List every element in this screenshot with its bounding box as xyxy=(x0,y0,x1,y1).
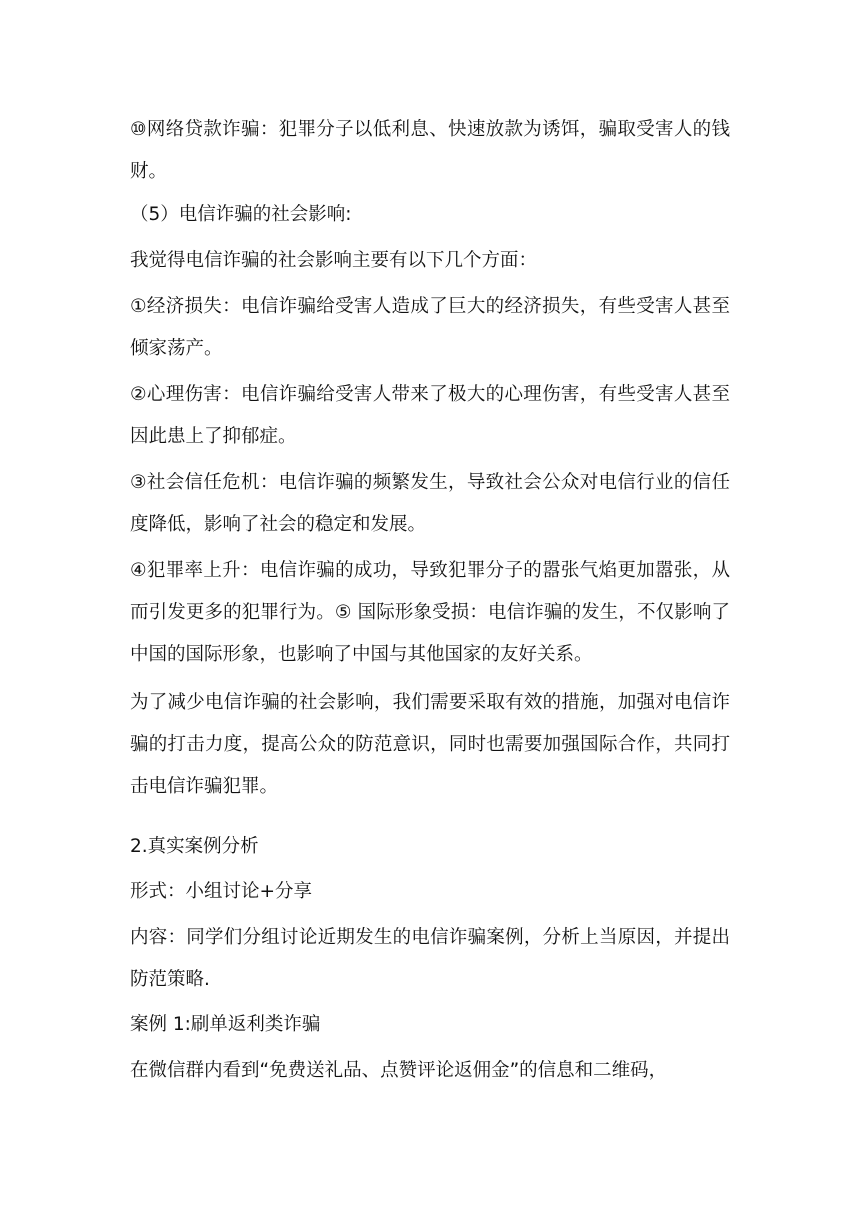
paragraph-impact-intro: 我觉得电信诈骗的社会影响主要有以下几个方面： xyxy=(130,250,538,271)
section-heading-case-analysis: 2.真实案例分析 xyxy=(130,836,259,857)
section-heading-social-impact: （5）电信诈骗的社会影响: xyxy=(130,204,352,225)
paragraph-case-1-text: 在微信群内看到“免费送礼品、点赞评论返佣金”的信息和二维码， xyxy=(130,1060,668,1081)
document-page xyxy=(130,0,730,1216)
paragraph-economic-loss: ①经济损失：电信诈骗给受害人造成了巨大的经济损失，有些受害人甚至倾家荡产。 xyxy=(130,296,730,359)
paragraph-social-trust-crisis: ③社会信任危机：电信诈骗的频繁发生，导致社会公众对电信行业的信任度降低，影响了社会的稳定和发展。 xyxy=(130,472,730,535)
paragraph-format: 形式：小组讨论+分享 xyxy=(130,881,313,902)
paragraph-psychological-harm: ②心理伤害：电信诈骗给受害人带来了极大的心理伤害，有些受害人甚至因此患上了抑郁症。 xyxy=(130,384,730,447)
paragraph-online-loan-fraud: ⑩网络贷款诈骗：犯罪分子以低利息、快速放款为诱饵，骗取受害人的钱财。 xyxy=(130,119,730,182)
paragraph-countermeasures: 为了减少电信诈骗的社会影响，我们需要采取有效的措施，加强对电信诈骗的打击力度，提高公众的防范意识，同时也需要加强国际合作，共同打击电信诈骗犯罪。 xyxy=(130,692,730,797)
paragraph-content: 内容：同学们分组讨论近期发生的电信诈骗案例，分析上当原因，并提出防范策略. xyxy=(130,927,730,990)
paragraph-crime-rate-and-image: ④犯罪率上升：电信诈骗的成功，导致犯罪分子的嚣张气焰更加嚣张，从而引发更多的犯罪行为。⑤ 国际形象受损：电信诈骗的发生，不仅影响了中国的国际形象，也影响了中国与其他国家的友好关系。 xyxy=(130,560,730,665)
paragraph-case-1-title: 案例 1:刷单返利类诈骗 xyxy=(130,1014,321,1035)
